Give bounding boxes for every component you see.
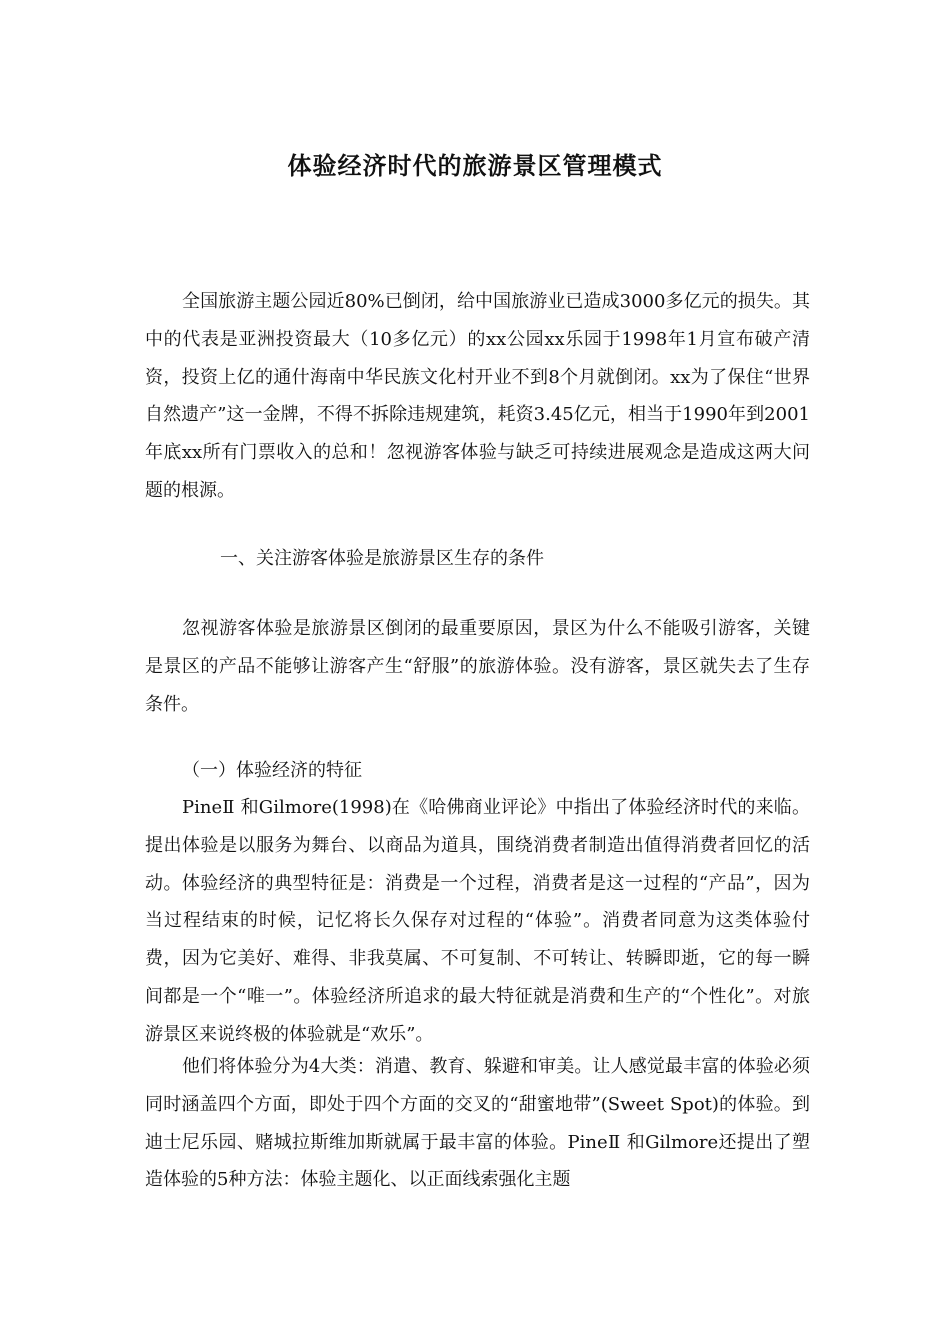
document-title: 体验经济时代的旅游景区管理模式	[287, 151, 663, 181]
section-paragraph: 忽视游客体验是旅游景区倒闭的最重要原因，景区为什么不能吸引游客，关键是景区的产品不能够让游客产生“舒服”的旅游体验。没有游客，景区就失去了生存条件。	[145, 618, 810, 715]
subsection-paragraph-2: 他们将体验分为4大类：消遣、教育、躲避和审美。让人感觉最丰富的体验必须同时涵盖四个方面，即处于四个方面的交叉的“甜蜜地带”(Sweet Spot)的体验。到迪士尼乐园、赌城拉斯维加斯就属于最丰富的体验。PineⅡ 和Gilmore还提出了塑造体验的5种方法：体验主题化、以正面线索强化主题	[145, 1056, 810, 1191]
subsection-heading: （一）体验经济的特征	[182, 760, 362, 781]
section-heading: 一、关注游客体验是旅游景区生存的条件	[220, 548, 544, 569]
intro-paragraph: 全国旅游主题公园近80%已倒闭，给中国旅游业已造成3000多亿元的损失。其中的代表是亚洲投资最大（10多亿元）的xx公园xx乐园于1998年1月宣布破产清资，投资上亿的通什海南中华民族文化村开业不到8个月就倒闭。xx为了保住“世界自然遗产”这一金牌，不得不拆除违规建筑，耗资3.45亿元，相当于1990年到2001年底xx所有门票收入的总和！忽视游客体验与缺乏可持续进展观念是造成这两大问题的根源。	[145, 291, 810, 501]
subsection-paragraph-1: PineⅡ 和Gilmore(1998)在《哈佛商业评论》中指出了体验经济时代的来临。提出体验是以服务为舞台、以商品为道具，围绕消费者制造出值得消费者回忆的活动。体验经济的典型特征是：消费是一个过程，消费者是这一过程的“产品”，因为当过程结束的时候，记忆将长久保存对过程的“体验”。消费者同意为这类体验付费，因为它美好、难得、非我莫属、不可复制、不可转让、转瞬即逝，它的每一瞬间都是一个“唯一”。体验经济所追求的最大特征就是消费和生产的“个性化”。对旅游景区来说终极的体验就是“欢乐”。	[145, 797, 810, 1045]
